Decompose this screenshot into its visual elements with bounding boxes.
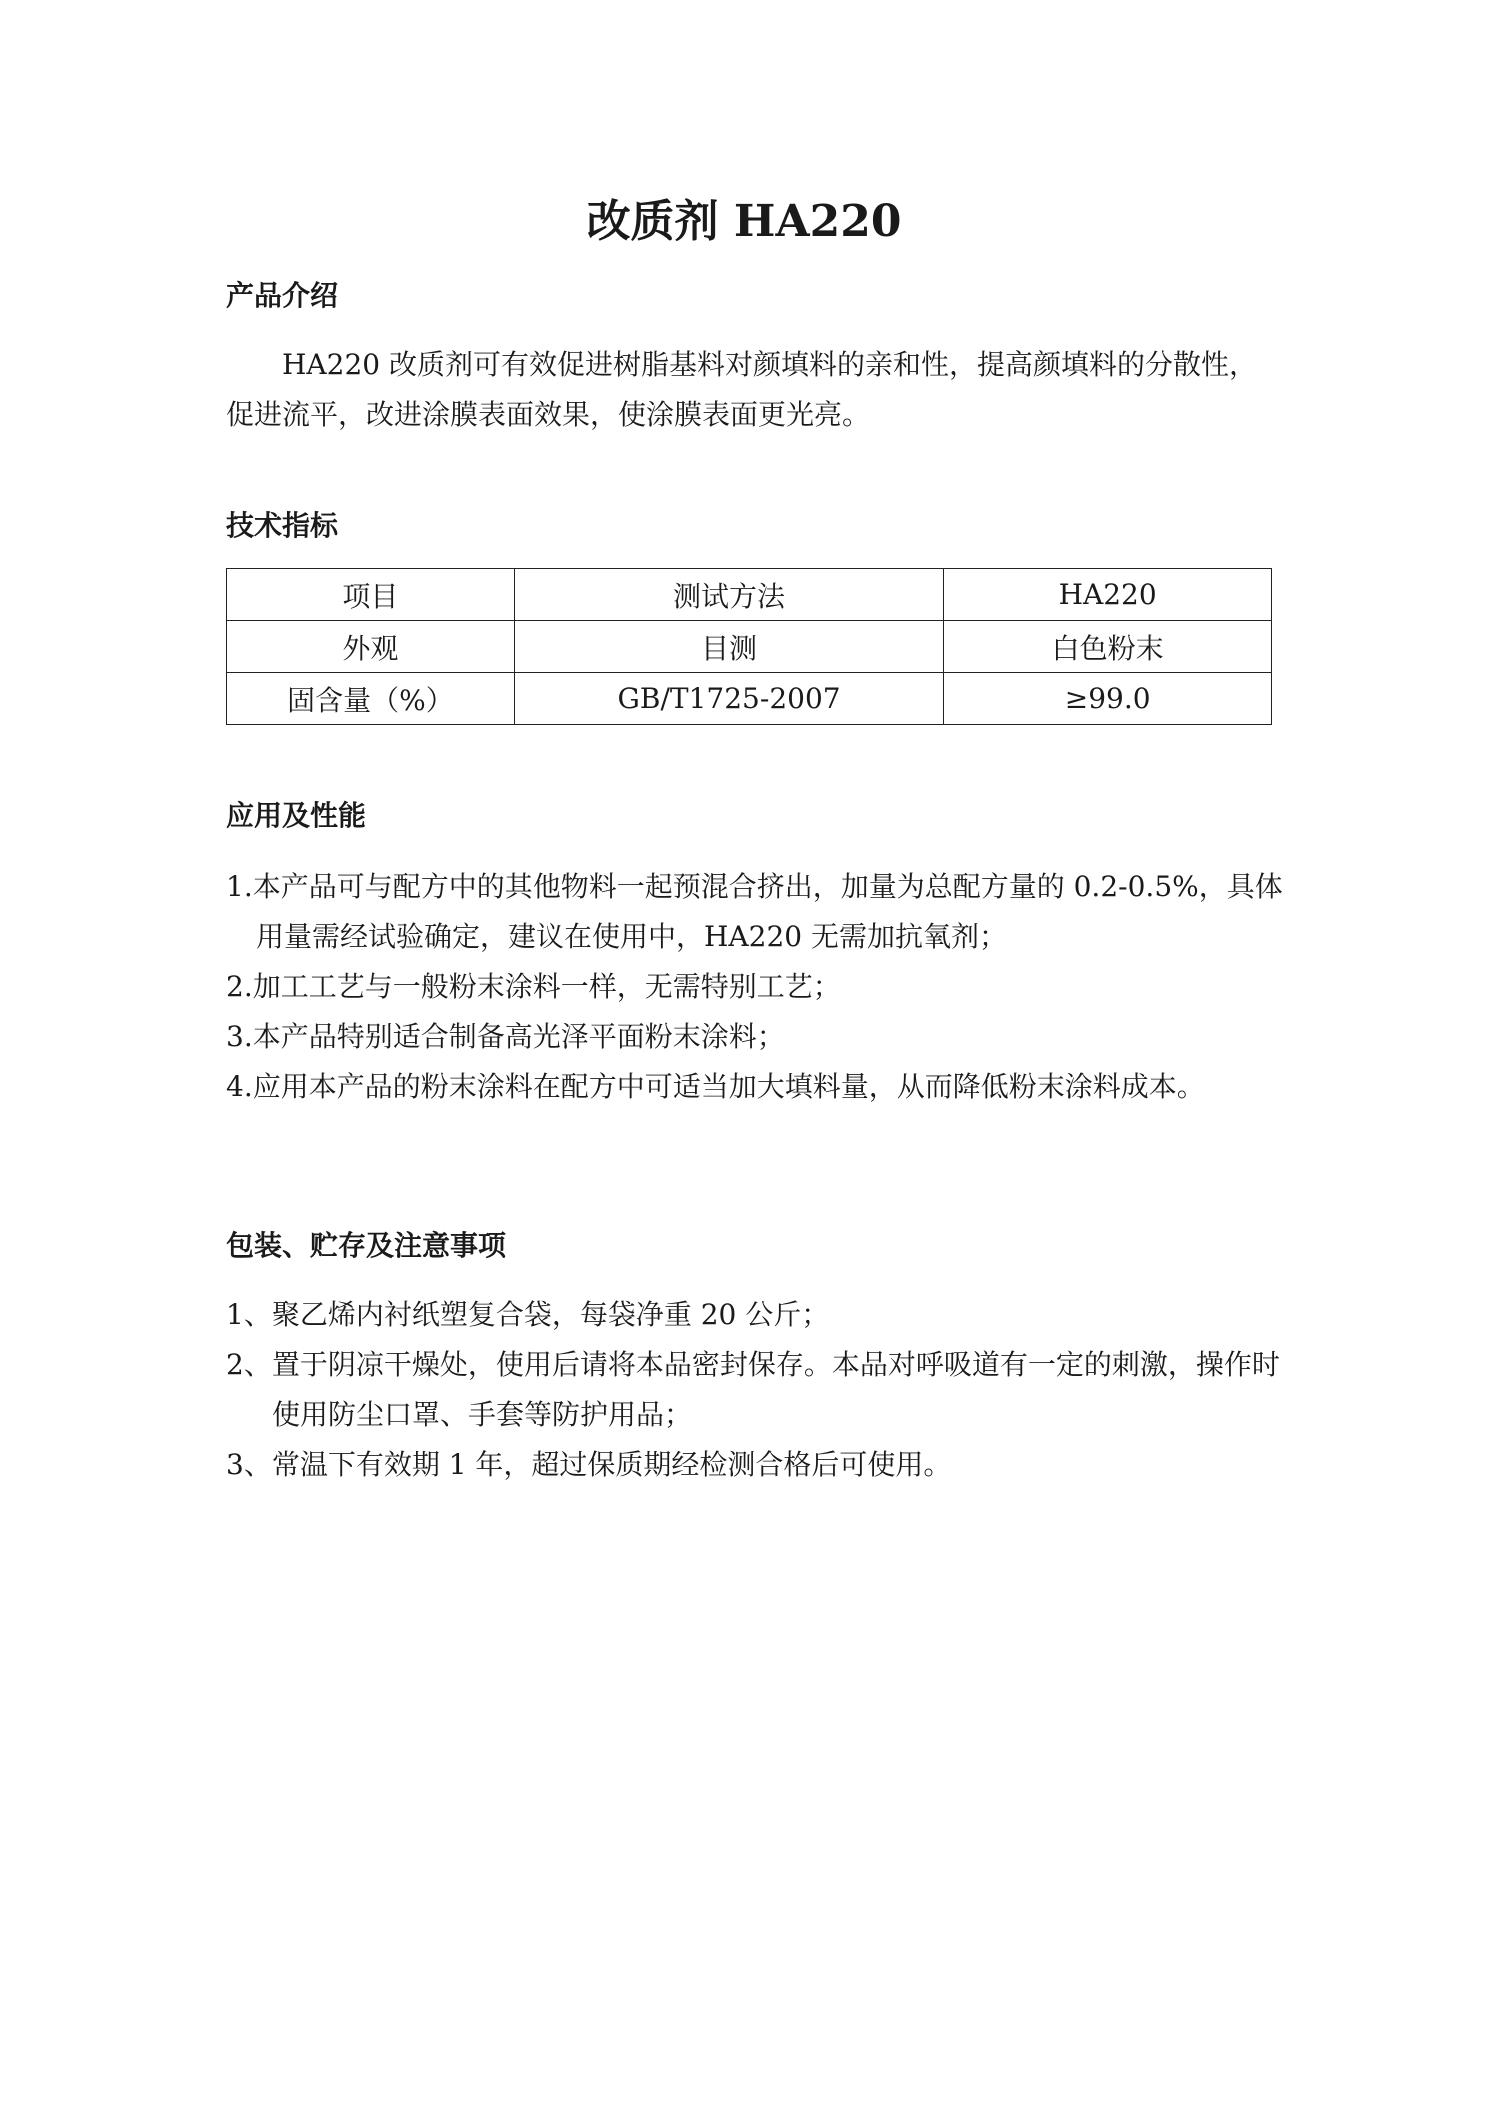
packaging-heading: 包装、贮存及注意事项 [226, 1229, 507, 1262]
table-cell: 目测 [514, 621, 943, 673]
list-item: 4.应用本产品的粉末涂料在配方中可适当加大填料量，从而降低粉末涂料成本。 [226, 1070, 1205, 1103]
specs-heading: 技术指标 [226, 509, 339, 542]
column-header-product: HA220 [944, 569, 1272, 621]
list-item: 1.本产品可与配方中的其他物料一起预混合挤出，加量为总配方量的 0.2-0.5%，具体用量需经试验确定，建议在使用中，HA220 无需加抗氧剂； [226, 870, 1283, 953]
specs-table [226, 568, 1272, 725]
column-header-test-method: 测试方法 [514, 569, 943, 621]
intro-heading: 产品介绍 [226, 279, 339, 312]
table-cell: 外观 [227, 621, 515, 673]
application-heading: 应用及性能 [226, 799, 367, 832]
list-item: 2.加工工艺与一般粉末涂料一样，无需特别工艺； [226, 970, 841, 1003]
application-list [226, 862, 1286, 1112]
list-item: 3.本产品特别适合制备高光泽平面粉末涂料； [226, 1020, 785, 1053]
table-cell: 白色粉末 [944, 621, 1272, 673]
list-item: 1、聚乙烯内衬纸塑复合袋，每袋净重 20 公斤； [226, 1298, 830, 1331]
column-header-item: 项目 [227, 569, 515, 621]
table-cell: ≥99.0 [944, 673, 1272, 725]
table-cell: 固含量（%） [227, 673, 515, 725]
table-row [227, 621, 1272, 673]
list-item: 3、常温下有效期 1 年，超过保质期经检测合格后可使用。 [226, 1448, 952, 1481]
table-cell: GB/T1725-2007 [514, 673, 943, 725]
table-row [227, 673, 1272, 725]
intro-paragraph: HA220 改质剂可有效促进树脂基料对颜填料的亲和性，提高颜填料的分散性，促进流平，改进涂膜表面效果，使涂膜表面更光亮。 [226, 348, 1257, 431]
packaging-list [226, 1290, 1286, 1490]
list-item: 2、置于阴凉干燥处，使用后请将本品密封保存。本品对呼吸道有一定的刺激，操作时使用防尘口罩、手套等防护用品； [226, 1348, 1280, 1431]
table-header-row [227, 569, 1272, 621]
document-title: 改质剂 HA220 [586, 196, 902, 247]
